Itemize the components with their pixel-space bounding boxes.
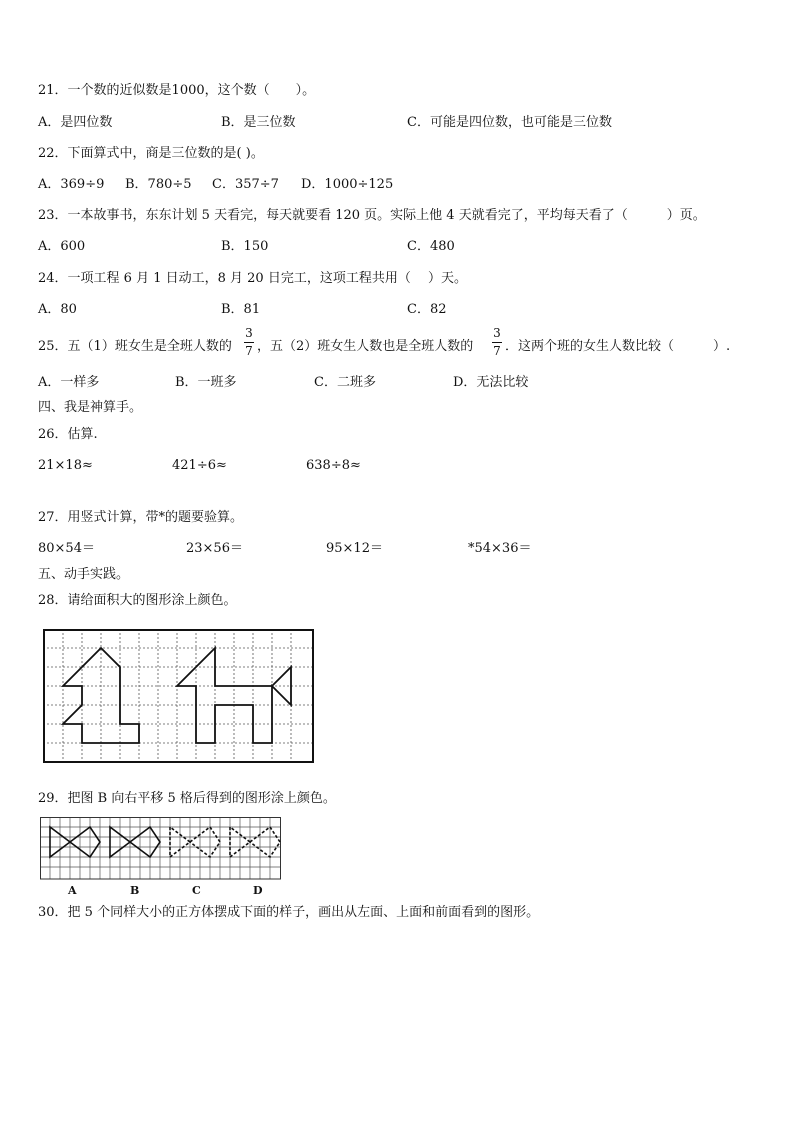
q25-option-d: D．无法比较: [453, 375, 529, 390]
section-4-heading: 四、我是神算手。: [38, 400, 143, 415]
q29-shape-b: [110, 827, 160, 857]
q27-item-4: *54×36＝: [468, 541, 532, 556]
q21-stem: 21．一个数的近似数是1000，这个数（ ）。: [38, 83, 316, 98]
q29-label-a: A: [68, 884, 77, 897]
q24-option-c: C．82: [407, 302, 447, 317]
q29-grid-figure: [40, 817, 282, 881]
q25-option-c: C．二班多: [314, 375, 376, 390]
q27-item-3: 95×12＝: [326, 541, 383, 556]
q29-shape-d: [230, 827, 280, 857]
q22-option-d: D．1000÷125: [301, 177, 394, 192]
q22-option-b: B．780÷5: [125, 177, 192, 192]
q25-stem-part1: 25．五（1）班女生是全班人数的: [38, 339, 232, 354]
q28-stem: 28．请给面积大的图形涂上颜色。: [38, 593, 237, 608]
q25-fraction1-numerator: 3: [245, 326, 253, 340]
q25-option-a: A．一样多: [38, 375, 100, 390]
q30-stem: 30．把 5 个同样大小的正方体摆成下面的样子，画出从左面、上面和前面看到的图形。: [38, 905, 540, 920]
q29-stem: 29．把图 B 向右平移 5 格后得到的图形涂上颜色。: [38, 791, 336, 806]
q29-label-c: C: [192, 884, 201, 897]
q23-option-a: A．600: [38, 239, 86, 254]
q23-option-c: C．480: [407, 239, 455, 254]
q27-item-1: 80×54＝: [38, 541, 95, 556]
q25-fraction1-bar: [244, 342, 254, 343]
q24-option-a: A．80: [38, 302, 77, 317]
q26-item-3: 638÷8≈: [306, 458, 361, 473]
q26-item-2: 421÷6≈: [172, 458, 227, 473]
q23-option-b: B．150: [221, 239, 269, 254]
q25-option-b: B．一班多: [175, 375, 237, 390]
q26-item-1: 21×18≈: [38, 458, 93, 473]
q22-option-c: C．357÷7: [212, 177, 279, 192]
q28-grid-figure: [43, 629, 315, 763]
q25-stem-part2: ，五（2）班女生人数也是全班人数的: [257, 339, 474, 354]
q29-shape-a: [50, 827, 100, 857]
q25-fraction2-bar: [492, 342, 502, 343]
q29-label-d: D: [253, 884, 263, 897]
q25-fraction1-denominator: 7: [245, 344, 253, 358]
q24-stem: 24．一项工程 6 月 1 日动工，8 月 20 日完工，这项工程共用（ ）天。: [38, 271, 467, 286]
q29-shape-c: [170, 827, 220, 857]
q25-fraction2-denominator: 7: [493, 344, 501, 358]
q24-option-b: B．81: [221, 302, 261, 317]
q27-stem: 27．用竖式计算，带*的题要验算。: [38, 510, 244, 525]
q21-option-c: C．可能是四位数，也可能是三位数: [407, 115, 612, 130]
q21-option-a: A．是四位数: [38, 115, 113, 130]
q27-item-2: 23×56＝: [186, 541, 243, 556]
q25-stem-part3: ．这两个班的女生人数比较（ ）.: [505, 339, 731, 354]
q29-grid: [40, 817, 280, 879]
q22-stem: 22．下面算式中，商是三位数的是( )。: [38, 146, 264, 161]
section-5-heading: 五、动手实践。: [38, 567, 130, 582]
q26-stem: 26．估算.: [38, 427, 98, 442]
q23-stem: 23．一本故事书，东东计划 5 天看完，每天就要看 120 页。实际上他 4 天就看完了，平均每天看了（ ）页。: [38, 208, 706, 223]
q22-option-a: A．369÷9: [38, 177, 105, 192]
q25-fraction2-numerator: 3: [493, 326, 501, 340]
q29-label-b: B: [130, 884, 140, 897]
q21-option-b: B．是三位数: [221, 115, 296, 130]
